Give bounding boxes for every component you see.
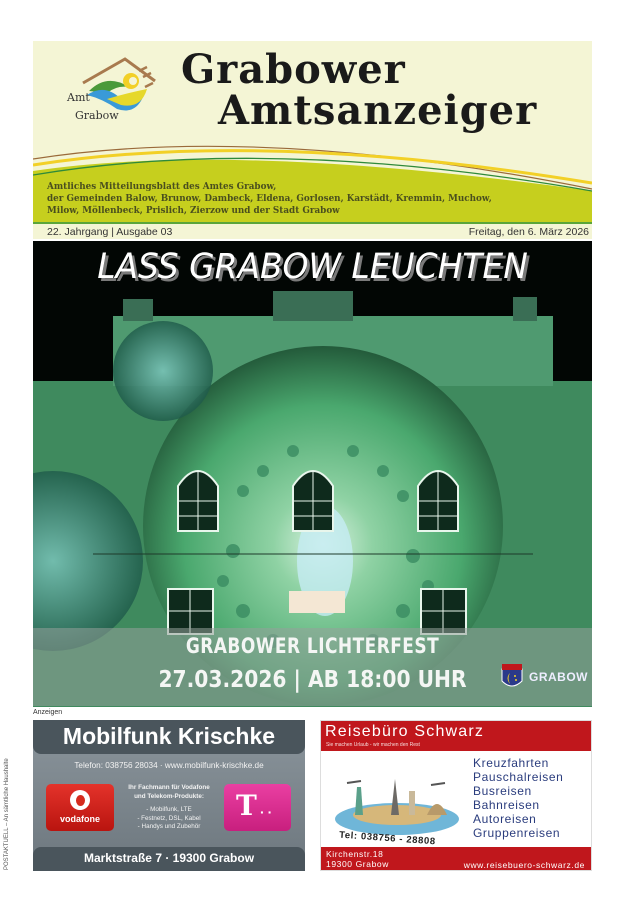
masthead [33,41,592,239]
event-date: 27.03.2026 | AB 18:00 UHR [158,667,467,693]
town-logo-text: GRABOW [529,670,588,684]
ad-reisebuero-schwarz[interactable] [320,720,592,871]
service-item: Busreisen [473,784,532,798]
tagline-line: und Telekom-Produkte: [134,792,204,800]
event-name: GRABOWER LICHTERFEST [185,634,440,658]
subtitle-line: Milow, Möllenbeck, Prislich, Zierzow und der Stadt Grabow [47,206,340,216]
ad-slogan: Sie machen Urlaub - wir machen den Rest [326,742,420,748]
service-item: Gruppenreisen [473,826,561,840]
ad-services [473,756,563,840]
subtitle-line: Amtliches Mitteilungsblatt des Amtes Grabow, [47,182,277,192]
ad-address [326,849,389,869]
address-line: Kirchenstr.18 [326,849,384,859]
address-line: 19300 Grabow [326,859,389,869]
ads-label: Anzeigen [33,709,63,716]
ad-website-link[interactable]: www.reisebuero-schwarz.de [463,860,585,870]
hero-headline: LASS GRABOW LEUCHTEN [97,247,528,287]
telekom-logo [224,784,291,831]
issue-number: 22. Jahrgang | Ausgabe 03 [47,225,173,238]
service-item: - Mobilfunk, LTE [146,806,192,813]
logo-text-grabow: Grabow [75,109,119,122]
ad-business-name: Mobilfunk Krischke [62,723,276,749]
service-item: Kreuzfahrten [473,756,549,770]
amt-grabow-logo [47,53,157,122]
paper-title-line1: Grabower [181,46,406,93]
tagline-line: Ihr Fachmann für Vodafone [128,784,210,791]
ad-mobilfunk-krischke[interactable] [33,720,305,871]
service-item: Autoreisen [473,812,537,826]
ad-description [118,784,220,832]
ad-phone: Tel: 038756 - 28808 [338,829,437,848]
hero-cover [33,241,592,707]
paper-subtitle [47,181,567,217]
issue-bar [33,222,592,239]
ad-contact: Telefon: 038756 28034 · www.mobilfunk-krischke.de [74,761,264,770]
ad-address: Marktstraße 7 · 19300 Grabow [83,851,255,865]
subtitle-line: der Gemeinden Balow, Brunow, Dambeck, Eldena, Gorlosen, Karstädt, Kremmin, Muchow, [47,194,492,204]
vodafone-label: vodafone [59,814,100,824]
issue-date: Freitag, den 6. März 2026 [468,225,589,238]
logo-text-amt: Amt [67,91,90,104]
service-item: - Handys und Zubehör [137,823,201,830]
ad-business-name: Reisebüro Schwarz [325,723,485,740]
coat-of-arms-icon [501,663,523,691]
telekom-t-icon: T [236,789,257,822]
telekom-dots-icon: ·· [260,804,276,820]
distribution-note: POSTAKTUELL – An sämtliche Haushalte [4,758,10,870]
grabow-town-logo [501,663,588,691]
service-item: Bahnreisen [473,798,540,812]
world-landmarks-icon [327,771,465,836]
service-item: - Festnetz, DSL, Kabel [137,814,201,822]
vodafone-logo [46,784,114,831]
vodafone-speechmark-icon [70,790,90,810]
paper-title-line2: Amtsanzeiger [218,87,538,134]
service-item: Pauschalreisen [473,770,564,784]
